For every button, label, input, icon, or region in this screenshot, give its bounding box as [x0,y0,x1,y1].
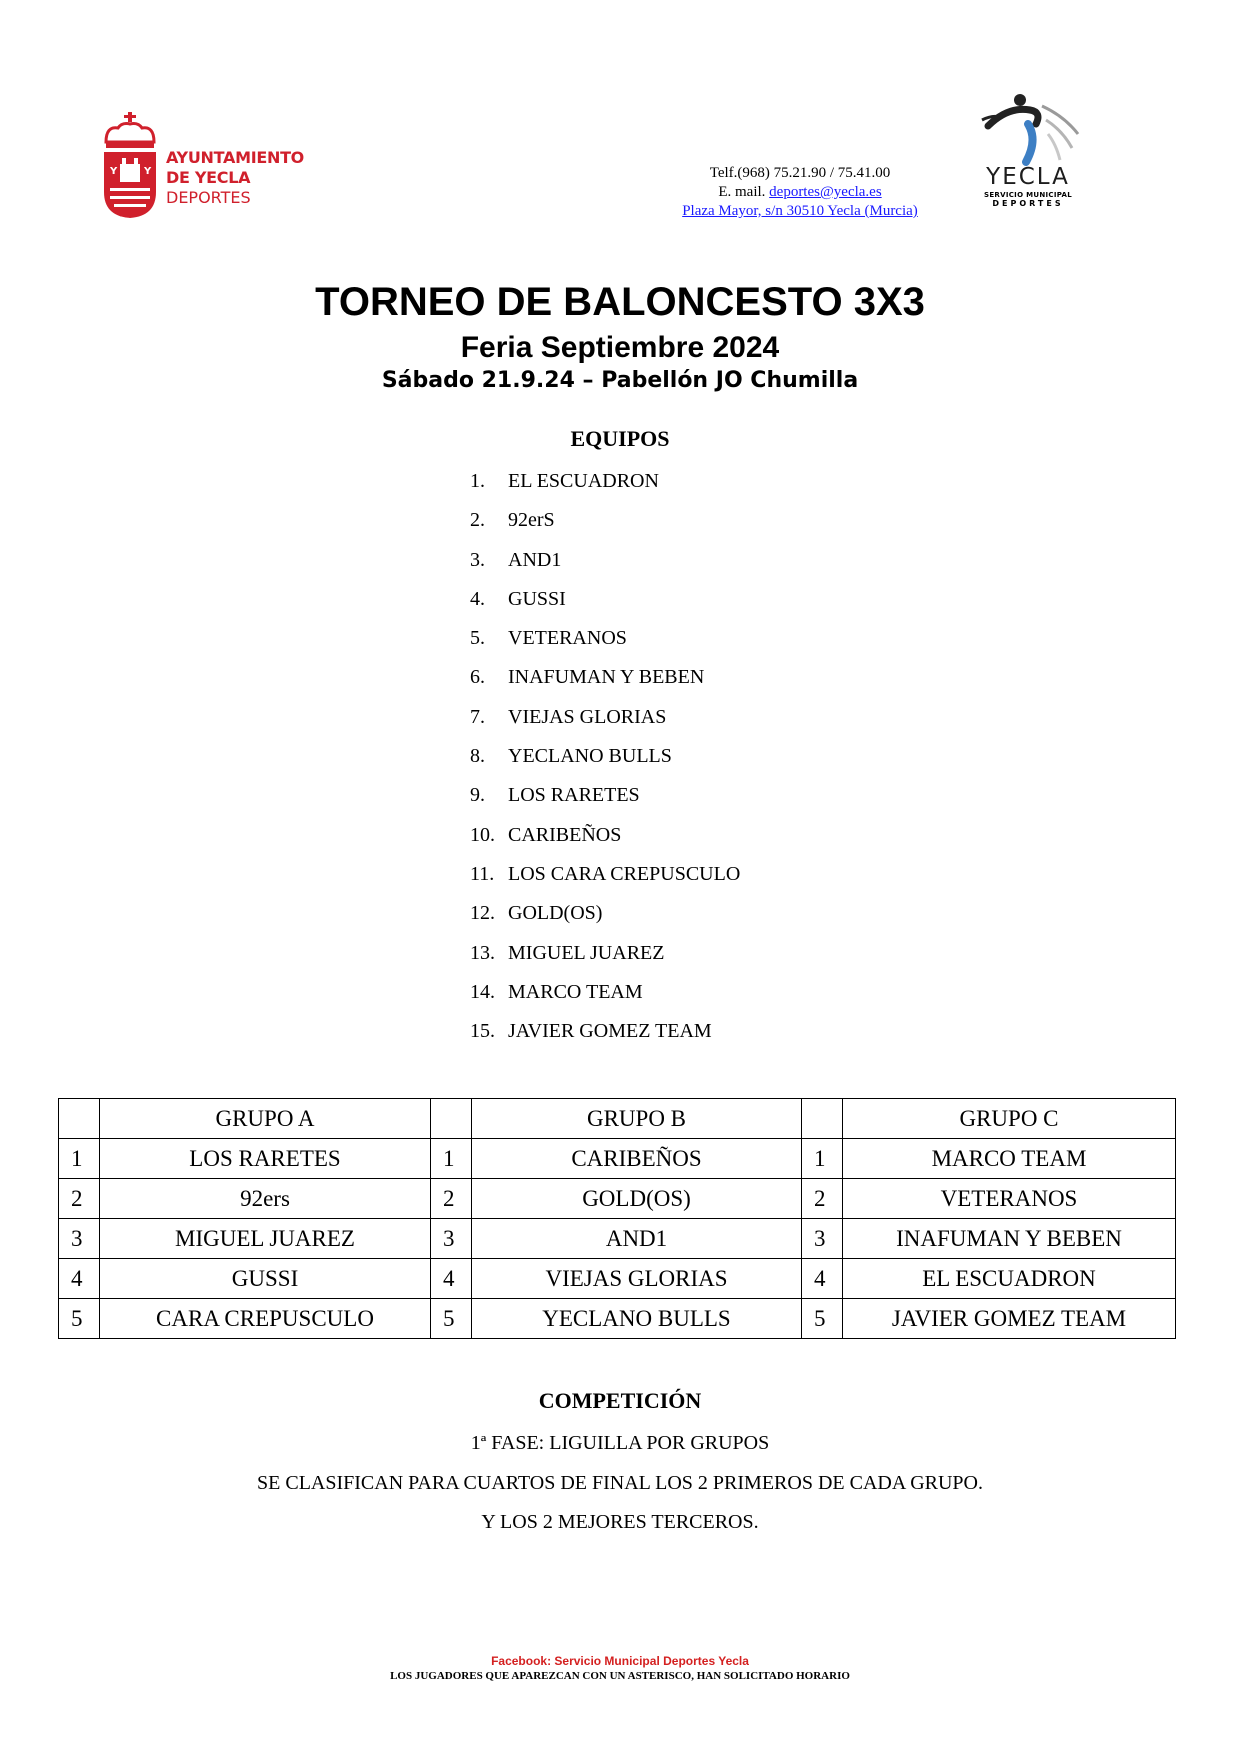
competicion-line-1: 1ª FASE: LIGUILLA POR GRUPOS [470,1432,770,1454]
group-b-header: GRUPO B [472,1099,802,1139]
shield-letter-left: Y [110,166,118,177]
team-item: 8. YECLANO BULLS [470,745,672,768]
team-item: 14. MARCO TEAM [470,980,643,1003]
competicion-line-2: SE CLASIFICAN PARA CUARTOS DE FINAL LOS 2 PRIMEROS DE CADA GRUPO. [257,1472,983,1494]
group-c-team: EL ESCUADRON [843,1259,1176,1299]
table-row [59,1299,1176,1339]
row-number: 4 [431,1259,472,1299]
contact-email-label: E. mail. [718,184,766,200]
page-subtitle: Feria Septiembre 2024 [460,331,780,364]
row-number: 2 [802,1179,843,1219]
team-item: 9. LOS RARETES [470,784,640,807]
team-item: 6. INAFUMAN Y BEBEN [470,666,705,689]
team-item: 3. AND1 [470,548,562,571]
group-c-team: JAVIER GOMEZ TEAM [843,1299,1176,1339]
contact-info [640,164,960,221]
row-number: 5 [59,1299,100,1339]
logo-line-de-yecla: DE YECLA [166,168,251,187]
group-c-team: VETERANOS [843,1179,1176,1219]
row-number: 1 [802,1139,843,1179]
group-c-team: MARCO TEAM [843,1139,1176,1179]
group-b-team: CARIBEÑOS [472,1139,802,1179]
row-number: 2 [59,1179,100,1219]
table-cell [431,1099,472,1139]
servicio-municipal-logo [968,90,1088,220]
table-header-row [59,1099,1176,1139]
team-item: 2. 92erS [470,509,555,532]
group-a-header: GRUPO A [100,1099,431,1139]
table-cell [802,1099,843,1139]
row-number: 4 [59,1259,100,1299]
group-b-team: VIEJAS GLORIAS [472,1259,802,1299]
competicion-line-3: Y LOS 2 MEJORES TERCEROS. [481,1511,759,1533]
row-number: 3 [59,1219,100,1259]
team-item: 11. LOS CARA CREPUSCULO [470,862,741,885]
contact-email-link[interactable]: deportes@yecla.es [769,184,882,200]
logo-word-yecla: YECLA [986,164,1070,190]
group-a-team: MIGUEL JUAREZ [100,1219,431,1259]
table-cell [59,1099,100,1139]
team-item: 7. VIEJAS GLORIAS [470,705,667,728]
row-number: 3 [431,1219,472,1259]
team-item: 4. GUSSI [470,587,566,610]
row-number: 5 [802,1299,843,1339]
team-item: 10. CARIBEÑOS [470,823,622,846]
contact-phone: Telf.(968) 75.21.90 / 75.41.00 [709,165,891,181]
athlete-swoosh-icon [968,90,1088,170]
group-b-team: YECLANO BULLS [472,1299,802,1339]
group-a-team: CARA CREPUSCULO [100,1299,431,1339]
team-item: 12. GOLD(OS) [470,902,603,925]
logo-servicio-municipal: SERVICIO MUNICIPAL [984,191,1072,199]
row-number: 1 [59,1139,100,1179]
team-item: 1. EL ESCUADRON [470,470,659,492]
logo-line-ayuntamiento: AYUNTAMIENTO [166,148,304,167]
groups-table [58,1098,1176,1339]
coat-of-arms-icon [100,112,160,220]
group-b-team: GOLD(OS) [472,1179,802,1219]
footer-facebook: Facebook: Servicio Municipal Deportes Yecla [491,1654,749,1668]
row-number: 1 [431,1139,472,1179]
teams-list [470,466,740,1055]
group-a-team: LOS RARETES [100,1139,431,1179]
logo-line-deportes: DEPORTES [166,188,251,207]
team-item: 13. MIGUEL JUAREZ [470,941,665,964]
contact-address-link[interactable]: Plaza Mayor, s/n 30510 Yecla (Murcia) [682,203,918,219]
row-number: 2 [431,1179,472,1219]
logo-deportes: DEPORTES [992,199,1064,208]
group-c-header: GRUPO C [843,1099,1176,1139]
table-row [59,1259,1176,1299]
table-row [59,1139,1176,1179]
table-row [59,1179,1176,1219]
team-item: 15. JAVIER GOMEZ TEAM [470,1020,712,1043]
page-title: TORNEO DE BALONCESTO 3X3 [315,280,925,324]
ayuntamiento-logo [100,112,320,222]
table-row [59,1219,1176,1259]
row-number: 3 [802,1219,843,1259]
row-number: 4 [802,1259,843,1299]
footer-note: LOS JUGADORES QUE APAREZCAN CON UN ASTERISCO, HAN SOLICITADO HORARIO [390,1670,850,1682]
contact-email-line [640,183,960,202]
competicion-heading: COMPETICIÓN [538,1388,702,1413]
group-b-team: AND1 [472,1219,802,1259]
event-date-venue: Sábado 21.9.24 – Pabellón JO Chumilla [381,368,859,393]
group-a-team: 92ers [100,1179,431,1219]
group-a-team: GUSSI [100,1259,431,1299]
row-number: 5 [431,1299,472,1339]
equipos-heading: EQUIPOS [570,426,670,451]
team-item: 5. VETERANOS [470,627,627,650]
group-c-team: INAFUMAN Y BEBEN [843,1219,1176,1259]
shield-letter-right: Y [144,166,152,177]
